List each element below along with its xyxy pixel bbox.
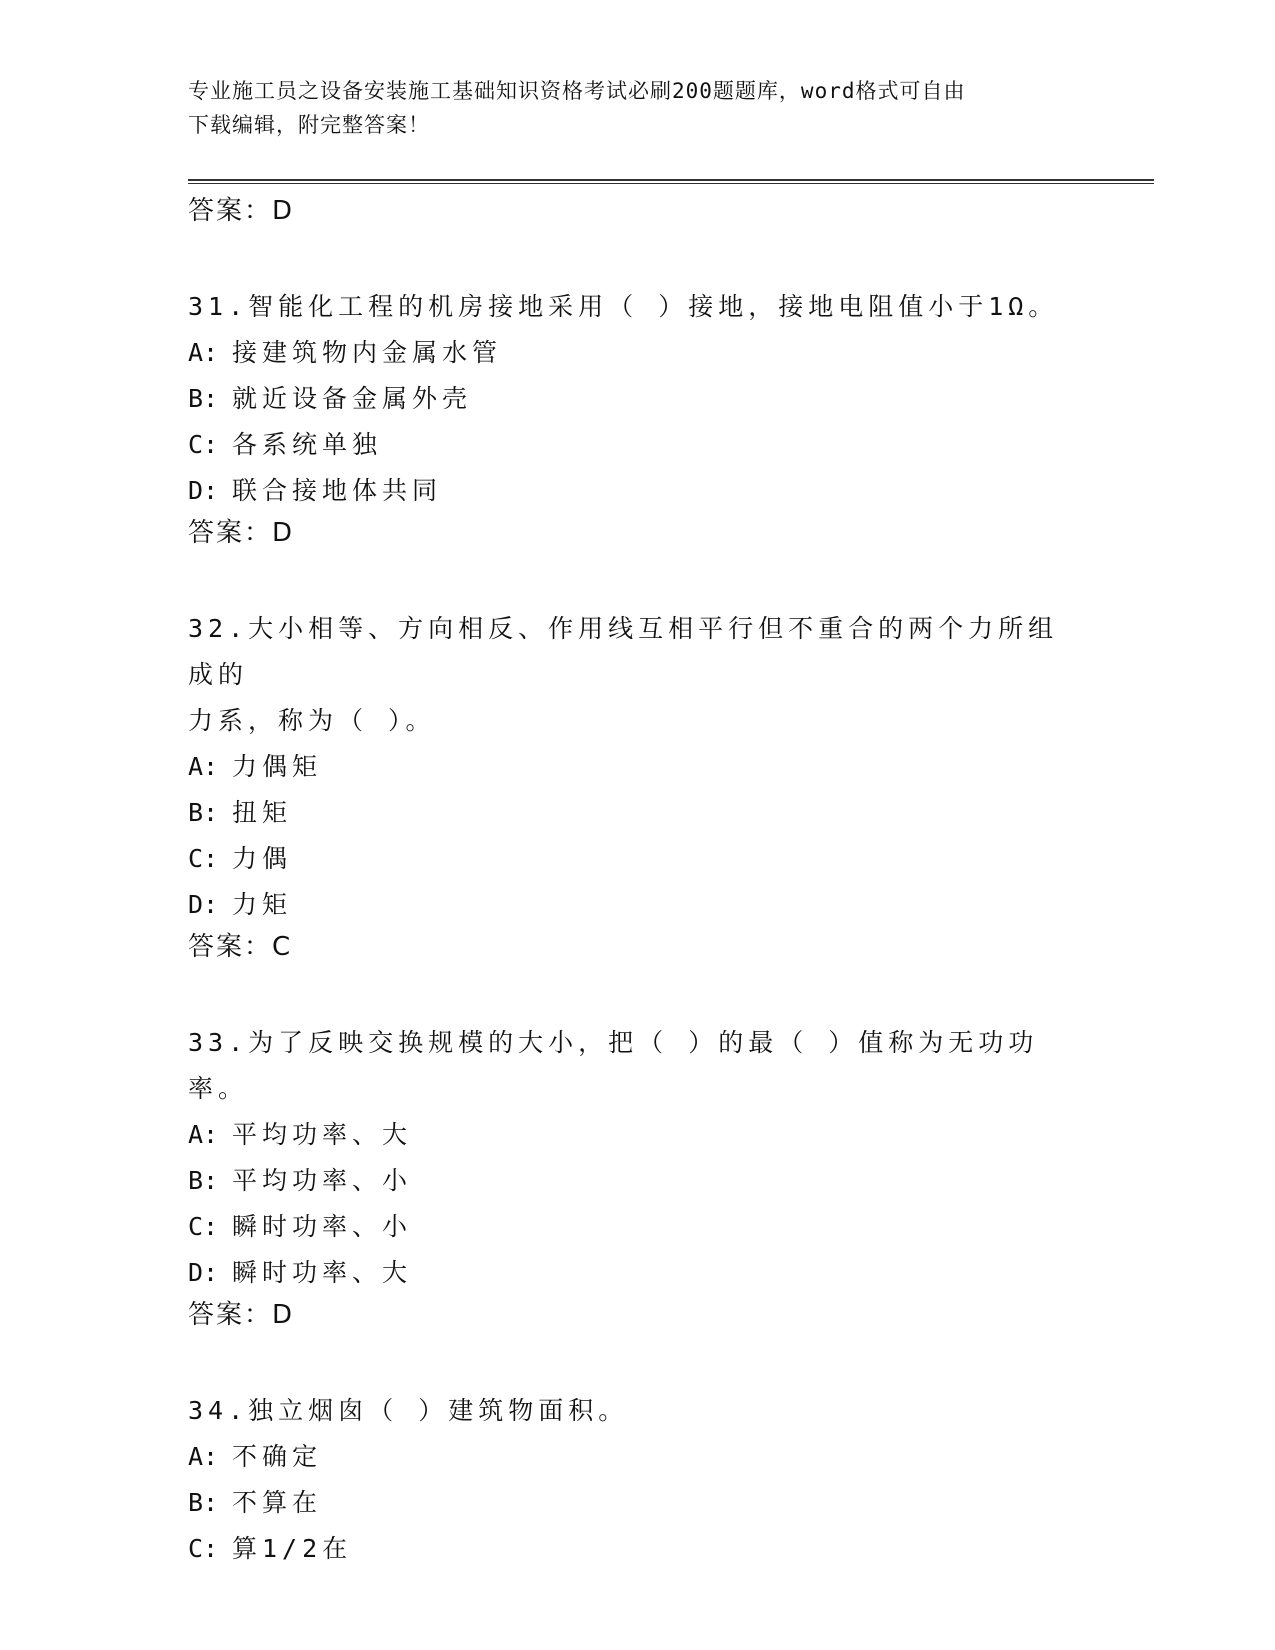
option-text: 力矩 (232, 890, 293, 919)
option-c (188, 1526, 1088, 1572)
option-key: B: (188, 1166, 219, 1195)
question-stem-line-2: 力系，称为（ ）。 (188, 706, 436, 735)
option-b (188, 376, 1088, 422)
question-list (188, 192, 1088, 1572)
option-text: 就近设备金属外壳 (232, 384, 473, 413)
option-text: 不确定 (232, 1442, 323, 1471)
option-b (188, 790, 1088, 836)
option-c (188, 1204, 1088, 1250)
option-text: 不算在 (232, 1488, 323, 1517)
option-key: A: (188, 1442, 219, 1471)
option-key: B: (188, 1488, 219, 1517)
spacer (188, 552, 1088, 606)
option-b (188, 1158, 1088, 1204)
option-a (188, 330, 1088, 376)
option-key: A: (188, 1120, 219, 1149)
option-c (188, 422, 1088, 468)
option-text: 瞬时功率、小 (232, 1212, 413, 1241)
document-header (188, 74, 1088, 142)
option-b (188, 1480, 1088, 1526)
question-33 (188, 1020, 1088, 1334)
spacer (188, 1334, 1088, 1388)
option-key: B: (188, 384, 219, 413)
header-title-line-2: 下载编辑，附完整答案！ (188, 113, 430, 137)
option-key: D: (188, 1258, 219, 1287)
option-key: C: (188, 1534, 219, 1563)
option-a (188, 744, 1088, 790)
option-key: C: (188, 1212, 219, 1241)
option-a (188, 1112, 1088, 1158)
option-text: 力偶 (232, 844, 293, 873)
option-text: 力偶矩 (232, 752, 323, 781)
question-stem: 31.智能化工程的机房接地采用（ ）接地，接地电阻值小于1Ω。 (188, 292, 1059, 321)
option-text: 平均功率、小 (232, 1166, 413, 1195)
option-text: 接建筑物内金属水管 (232, 338, 503, 367)
option-key: A: (188, 338, 219, 367)
answer-line: 答案：C (188, 932, 293, 962)
option-text: 算1/2在 (232, 1534, 353, 1563)
option-text: 联合接地体共同 (232, 476, 443, 505)
option-text: 扭矩 (232, 798, 293, 827)
question-31 (188, 284, 1088, 552)
option-d (188, 882, 1088, 928)
option-key: B: (188, 798, 219, 827)
question-stem: 34.独立烟囱（ ）建筑物面积。 (188, 1396, 629, 1425)
previous-answer: 答案：D (188, 196, 295, 226)
answer-line: 答案：D (188, 518, 295, 548)
answer-line: 答案：D (188, 1300, 295, 1330)
header-divider (188, 179, 1154, 184)
option-a (188, 1434, 1088, 1480)
question-34 (188, 1388, 1088, 1572)
spacer (188, 230, 1088, 284)
question-32 (188, 606, 1088, 966)
option-key: A: (188, 752, 219, 781)
question-stem: 33.为了反映交换规模的大小，把（ ）的最（ ）值称为无功功率。 (188, 1028, 1039, 1103)
question-stem-line-1: 32.大小相等、方向相反、作用线互相平行但不重合的两个力所组成的 (188, 614, 1059, 689)
header-title-line-1: 专业施工员之设备安装施工基础知识资格考试必刷200题题库，word格式可自由 (188, 79, 966, 103)
spacer (188, 966, 1088, 1020)
option-key: C: (188, 844, 219, 873)
option-d (188, 468, 1088, 514)
option-c (188, 836, 1088, 882)
option-key: C: (188, 430, 219, 459)
option-d (188, 1250, 1088, 1296)
option-text: 平均功率、大 (232, 1120, 413, 1149)
option-text: 瞬时功率、大 (232, 1258, 413, 1287)
option-key: D: (188, 476, 219, 505)
option-key: D: (188, 890, 219, 919)
option-text: 各系统单独 (232, 430, 383, 459)
